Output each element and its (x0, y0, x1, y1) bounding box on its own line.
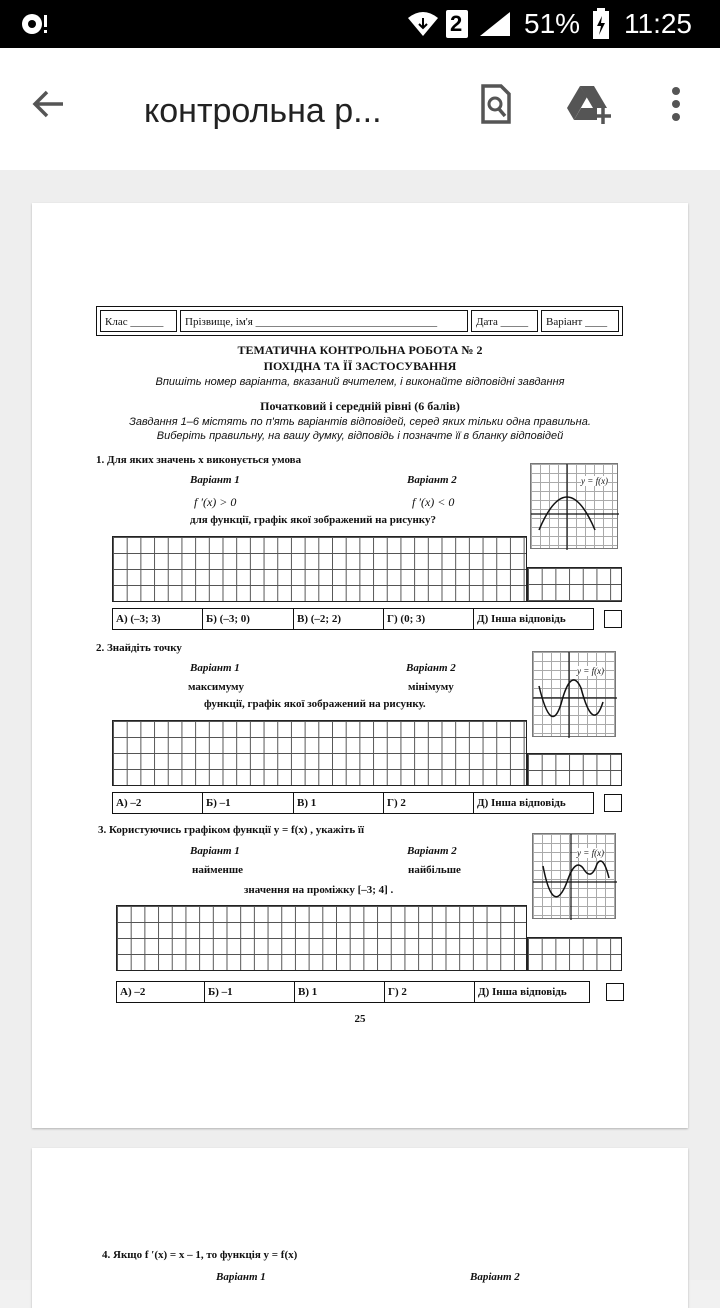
document-viewer[interactable] (0, 170, 720, 1283)
battery-icon (592, 8, 610, 45)
variant-1-label: Варіант 1 (190, 662, 240, 674)
answer-option[interactable]: Д) Інша відповідь (477, 797, 566, 809)
more-options-button[interactable] (646, 74, 706, 134)
add-to-drive-button[interactable] (560, 74, 620, 134)
draft-grid-right (527, 937, 622, 971)
variant-field: Варіант ____ (541, 310, 619, 332)
answer-option[interactable]: В) (–2; 2) (294, 609, 384, 629)
task-tail: значення на проміжку [–3; 4] . (244, 884, 394, 896)
variant-1-label: Варіант 1 (190, 474, 240, 486)
task-tail: функції, графік якої зображений на рисунку. (204, 698, 426, 710)
variant-1-point: максимуму (188, 681, 245, 693)
draft-grid-right (527, 753, 622, 786)
class-field: Клас ______ (100, 310, 177, 332)
answer-row (112, 792, 594, 814)
page-number: 25 (354, 1013, 366, 1025)
name-field: Прізвище, ім'я _________________________________ (180, 310, 468, 332)
graph-label: y = f(x) (581, 476, 609, 486)
level-note-1: Завдання 1–6 містять по п'ять варіантів відповідей, серед яких тільки одна правильна. (129, 416, 591, 428)
task-question: 3. Користуючись графіком функції y = f(x) , укажіть її (98, 824, 365, 836)
find-in-document-button[interactable] (466, 74, 526, 134)
answer-checkbox[interactable] (606, 983, 624, 1001)
variant-2-label: Варіант 2 (407, 845, 457, 857)
arrow-left-icon (30, 86, 66, 122)
answer-checkbox[interactable] (604, 794, 622, 812)
answer-option[interactable]: А) –2 (117, 982, 205, 1002)
answer-option[interactable]: В) 1 (295, 982, 385, 1002)
answer-row (112, 608, 594, 630)
signal-icon (478, 10, 512, 43)
level-heading: Початковий і середній рівні (6 балів) (260, 399, 460, 413)
status-bar (0, 0, 720, 48)
variant-1-label: Варіант 1 (190, 845, 240, 857)
test-title: ТЕМАТИЧНА КОНТРОЛЬНА РОБОТА № 2 (237, 343, 483, 357)
variant-2-label: Варіант 2 (406, 662, 456, 674)
graph-label: y = f(x) (577, 848, 605, 858)
answer-option[interactable]: Д) Інша відповідь (478, 986, 567, 998)
function-graph (530, 463, 618, 549)
drive-add-icon (567, 84, 613, 124)
variant-2-label: Варіант 2 (407, 474, 457, 486)
document-title: контрольна р... (144, 92, 382, 130)
draft-grid-right (527, 567, 622, 602)
test-subtitle: ПОХІДНА ТА ЇЇ ЗАСТОСУВАННЯ (263, 359, 457, 373)
answer-option[interactable]: А) (–3; 3) (113, 609, 203, 629)
wifi-icon (407, 10, 439, 43)
date-field: Дата _____ (471, 310, 538, 332)
answer-option[interactable]: Б) –1 (203, 793, 294, 813)
task-question: 1. Для яких значень x виконується умова (96, 454, 302, 466)
pdf-page-25 (32, 203, 688, 1128)
variant-2-point: мінімуму (408, 681, 454, 693)
task-4-question: 4. Якщо f ′(x) = x – 1, то функція y = f(x) (102, 1249, 298, 1261)
app-toolbar (0, 48, 720, 170)
back-button[interactable] (18, 74, 78, 134)
task-question: 2. Знайдіть точку (96, 642, 182, 654)
variant-2-condition: f ′(x) < 0 (412, 495, 455, 509)
variant-1-label: Варіант 1 (216, 1271, 266, 1283)
variant-1-value: найменше (192, 864, 244, 876)
sim-slot-icon: 2 (446, 10, 468, 38)
clock: 11:25 (624, 8, 692, 39)
more-vert-icon (671, 86, 681, 122)
instruction-text: Впишіть номер варіанта, вказаний вчителем, і виконайте відповідні завдання (155, 376, 565, 388)
answer-option[interactable]: В) 1 (294, 793, 384, 813)
function-graph (532, 651, 616, 737)
answer-checkbox[interactable] (604, 610, 622, 628)
answer-option[interactable]: Г) 2 (385, 982, 475, 1002)
draft-grid (116, 905, 527, 971)
draft-grid (112, 536, 527, 602)
answer-option[interactable]: Д) Інша відповідь (477, 613, 566, 625)
answer-option[interactable]: Г) (0; 3) (384, 609, 474, 629)
task-tail: для функції, графік якої зображений на рисунку? (190, 514, 436, 526)
function-graph (532, 833, 616, 919)
graph-label: y = f(x) (577, 666, 605, 676)
draft-grid (112, 720, 527, 786)
notification-icon (20, 11, 50, 42)
answer-option[interactable]: А) –2 (113, 793, 203, 813)
answer-option[interactable]: Г) 2 (384, 793, 474, 813)
variant-2-label: Варіант 2 (470, 1271, 520, 1283)
level-note-2: Виберіть правильну, на вашу думку, відповідь і позначте її в бланку відповідей (156, 430, 564, 442)
variant-2-value: найбільше (408, 864, 461, 876)
battery-percent: 51% (524, 8, 581, 39)
pdf-page-26 (32, 1148, 688, 1308)
student-info-table (96, 306, 623, 336)
answer-option[interactable]: Б) (–3; 0) (203, 609, 294, 629)
answer-option[interactable]: Б) –1 (205, 982, 295, 1002)
document-search-icon (479, 84, 513, 124)
variant-1-condition: f ′(x) > 0 (194, 495, 237, 509)
answer-row (116, 981, 590, 1003)
